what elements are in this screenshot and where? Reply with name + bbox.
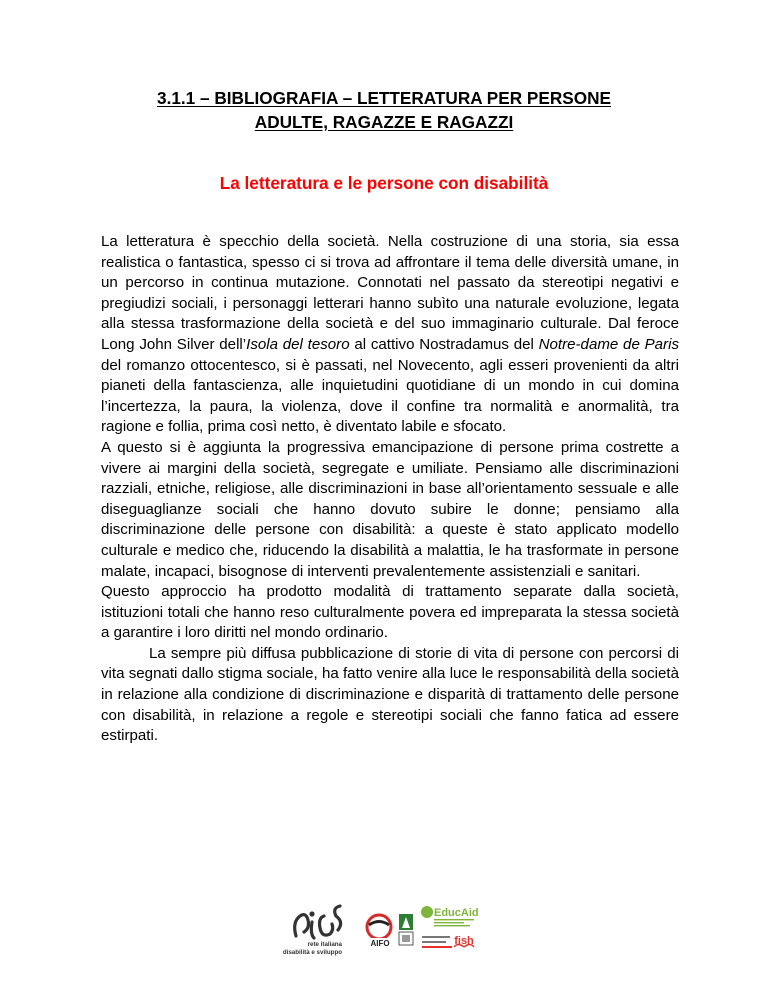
ridis-text-line1: rete italiana bbox=[307, 941, 342, 948]
fish-logo-icon bbox=[422, 935, 474, 948]
paragraph-1 bbox=[101, 232, 679, 438]
paragraph-3: Questo approccio ha prodotto modalità di trattamento separate dalla società, istituzioni totali che hanno reso culturalmente povera ed impreparata la stessa società a garantire i loro diritti nel mondo ordinario. bbox=[101, 583, 679, 642]
educaid-logo-icon bbox=[421, 906, 479, 926]
fish-text: fish bbox=[454, 935, 474, 947]
document-heading bbox=[0, 86, 768, 134]
educaid-text: EducAid bbox=[434, 907, 479, 919]
footer-logos bbox=[278, 900, 510, 964]
paragraph-1-part-b: al cattivo Nostradamus del bbox=[349, 335, 539, 353]
paragraph-1-part-a: La letteratura è specchio della società. Nella costruzione di una storia, sia essa realistica o fantastica, spesso ci si trova ad affrontare il tema delle diversità umane, in un percorso in continua mutazione. Connotati nel passato da stereotipi negativi e pregiudizi sociali, i personaggi letterari hanno subìto una naturale evoluzione, legata alla stessa trasformazione della società e del suo immaginario culturale. Dal feroce Long John Silver dell’ bbox=[101, 233, 679, 353]
aifo-logo-icon bbox=[367, 915, 392, 948]
heading-line-1: 3.1.1 – BIBLIOGRAFIA – LETTERATURA PER PERSONE bbox=[157, 88, 611, 108]
body-text bbox=[101, 232, 679, 747]
dpi-logo-icon bbox=[399, 914, 413, 945]
aifo-text: AIFO bbox=[370, 939, 390, 948]
book-title-notre-dame: Notre-dame de Paris bbox=[538, 335, 679, 353]
book-title-isola-del-tesoro: Isola del tesoro bbox=[246, 335, 350, 353]
paragraph-4: La sempre più diffusa pubblicazione di storie di vita di persone con percorsi di vita segnati dallo stigma sociale, ha fatto venire alla luce le responsabilità della società in relazione alla condizione di discriminazione e disparità di trattamento delle persone con disabilità, in relazione a regole e stereotipi sociali che fanno fatica ad essere estirpati. bbox=[101, 644, 679, 745]
ridis-logo-icon bbox=[283, 906, 343, 956]
heading-line-2: ADULTE, RAGAZZE E RAGAZZI bbox=[254, 112, 514, 132]
paragraph-2: A questo si è aggiunta la progressiva emancipazione di persone prima costrette a vivere ai margini della società, segregate e umiliate. Pensiamo alle discriminazioni razziali, etniche, religiose, alle discriminazioni in base all’orientamento sessuale e alle diseguaglianze sociali che hanno dovuto subire le donne; pensiamo alla discriminazione delle persone con disabilità: a queste è stato applicato modello culturale e medico che, riducendo la disabilità a malattia, le ha trasformate in persone malate, incapaci, bisognose di interventi prevalentemente assistenziali e sanitari. bbox=[101, 438, 679, 580]
ridis-text-line2: disabilità e sviluppo bbox=[282, 949, 342, 956]
paragraph-1-part-c: del romanzo ottocentesco, si è passati, nel Novecento, agli esseri provenienti da altri pianeti della fantascienza, alle inquietudini quotidiane di un mondo in cui domina l’incertezza, la paura, la violenza, dove il confine tra normalità e anormalità, tra ragione e follia, prima così netto, è diventato labile e sfocato. bbox=[101, 356, 679, 436]
partner-logos-svg bbox=[278, 900, 510, 964]
section-subheading: La letteratura e le persone con disabilità bbox=[219, 173, 549, 193]
